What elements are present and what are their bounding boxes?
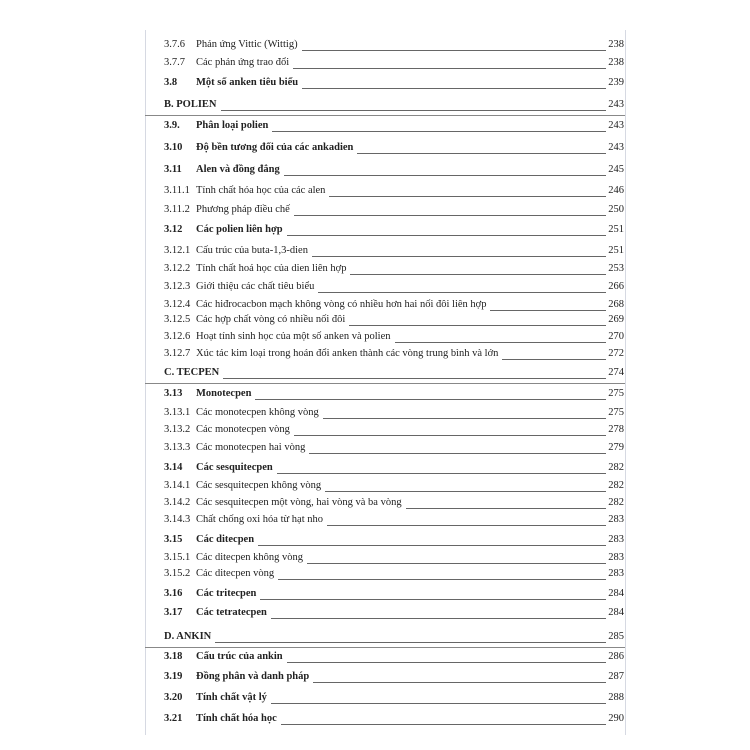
toc-entry[interactable] <box>0 606 750 624</box>
toc-entry-number: 3.13.1 <box>164 407 191 418</box>
toc-entry-number: 3.14.1 <box>164 480 191 491</box>
toc-entry[interactable] <box>0 262 750 280</box>
toc-entry-title: Phân loại polien <box>196 120 269 131</box>
toc-entry-title: C. TECPEN <box>164 367 220 378</box>
toc-entry[interactable] <box>0 496 750 514</box>
toc-entry-number: 3.14 <box>164 462 183 473</box>
toc-entry-number: 3.20 <box>164 692 183 703</box>
toc-entry-page-number: 251 <box>608 224 624 235</box>
toc-leader-line <box>215 642 606 643</box>
toc-entry-number: 3.8 <box>164 77 178 88</box>
toc-leader-line <box>309 453 606 454</box>
toc-entry[interactable] <box>0 513 750 531</box>
toc-entry-page-number: 243 <box>608 99 624 110</box>
toc-leader-line <box>287 662 606 663</box>
toc-leader-line <box>260 599 606 600</box>
toc-entry-page-number: 283 <box>608 534 624 545</box>
toc-entry[interactable] <box>0 280 750 298</box>
toc-entry-number: 3.12.2 <box>164 263 191 274</box>
toc-entry[interactable] <box>0 330 750 348</box>
toc-entry[interactable] <box>0 347 750 365</box>
toc-entry-page-number: 283 <box>608 552 624 563</box>
toc-leader-line <box>302 88 606 89</box>
toc-entry-number: 3.12.5 <box>164 314 191 325</box>
toc-entry-title: Đồng phân và danh pháp <box>196 671 310 682</box>
toc-entry-number: 3.9. <box>164 120 180 131</box>
toc-entry-number: 3.7.7 <box>164 57 185 68</box>
toc-entry-title: Các monotecpen hai vòng <box>196 442 306 453</box>
toc-leader-line <box>395 342 606 343</box>
toc-leader-line <box>350 274 606 275</box>
toc-entry-number: 3.12 <box>164 224 183 235</box>
toc-entry[interactable] <box>0 406 750 424</box>
toc-entry-page-number: 286 <box>608 651 624 662</box>
toc-leader-line <box>327 525 606 526</box>
toc-leader-line <box>294 435 606 436</box>
toc-leader-line <box>490 310 606 311</box>
toc-entry-page-number: 251 <box>608 245 624 256</box>
toc-entry[interactable] <box>0 76 750 94</box>
toc-entry-number: 3.17 <box>164 607 183 618</box>
toc-entry[interactable] <box>0 38 750 56</box>
toc-leader-line <box>349 325 606 326</box>
toc-leader-line <box>271 703 606 704</box>
toc-entry-page-number: 290 <box>608 713 624 724</box>
toc-entry-title: Các sesquitecpen không vòng <box>196 480 322 491</box>
toc-leader-line <box>329 196 606 197</box>
toc-leader-line <box>312 256 606 257</box>
toc-entry[interactable] <box>0 712 750 730</box>
toc-entry-title: Phản ứng Vittic (Wittig) <box>196 39 298 50</box>
toc-entry-page-number: 250 <box>608 204 624 215</box>
toc-entry-page-number: 239 <box>608 77 624 88</box>
toc-entry-page-number: 279 <box>608 442 624 453</box>
toc-entry[interactable] <box>0 441 750 459</box>
toc-leader-line <box>271 618 606 619</box>
toc-entry-title: Cấu trúc của ankin <box>196 651 283 662</box>
toc-entry-page-number: 238 <box>608 57 624 68</box>
toc-leader-line <box>307 563 606 564</box>
toc-entry-page-number: 274 <box>608 367 624 378</box>
toc-entry-page-number: 283 <box>608 514 624 525</box>
toc-entry-title: Tính chất hoá học của dien liên hợp <box>196 263 347 274</box>
toc-entry-title: Các ditecpen không vòng <box>196 552 304 563</box>
toc-leader-line <box>318 292 606 293</box>
toc-entry-page-number: 243 <box>608 120 624 131</box>
toc-leader-line <box>325 491 606 492</box>
toc-entry-page-number: 278 <box>608 424 624 435</box>
toc-entry-number: 3.12.3 <box>164 281 191 292</box>
toc-entry-number: 3.15 <box>164 534 183 545</box>
toc-entry-number: 3.15.2 <box>164 568 191 579</box>
toc-entry[interactable] <box>0 670 750 688</box>
toc-entry-number: 3.13.2 <box>164 424 191 435</box>
toc-entry-page-number: 282 <box>608 497 624 508</box>
toc-entry-number: 3.12.7 <box>164 348 191 359</box>
toc-entry-title: Tính chất hóa học của các alen <box>196 185 326 196</box>
toc-entry-number: 3.16 <box>164 588 183 599</box>
toc-entry-page-number: 268 <box>608 299 624 310</box>
toc-leader-line <box>313 682 606 683</box>
toc-entry-title: Các hiđrocacbon mạch không vòng có nhiều hơn hai nối đôi liên hợp <box>196 299 487 310</box>
toc-entry-title: Tính chất hóa học <box>196 713 277 724</box>
toc-entry-page-number: 284 <box>608 588 624 599</box>
toc-entry-page-number: 282 <box>608 480 624 491</box>
toc-entry-page-number: 245 <box>608 164 624 175</box>
toc-entry-title: Giới thiệu các chất tiêu biểu <box>196 281 315 292</box>
toc-entry-title: Các tetratecpen <box>196 607 267 618</box>
toc-entry[interactable] <box>0 119 750 137</box>
toc-entry-title: Chất chống oxi hóa từ hạt nho <box>196 514 324 525</box>
toc-entry-page-number: 287 <box>608 671 624 682</box>
toc-entry-title: B. POLIEN <box>164 99 217 110</box>
toc-entry-page-number: 238 <box>608 39 624 50</box>
toc-entry-title: Các monotecpen vòng <box>196 424 290 435</box>
toc-entry[interactable] <box>0 366 750 384</box>
section-rule <box>145 647 625 648</box>
toc-entry-title: Các phản ứng trao đổi <box>196 57 290 68</box>
toc-entry-page-number: 272 <box>608 348 624 359</box>
toc-entry[interactable] <box>0 141 750 159</box>
toc-entry-title: Cấu trúc của buta-1,3-dien <box>196 245 308 256</box>
toc-entry-number: 3.11 <box>164 164 182 175</box>
toc-leader-line <box>255 399 606 400</box>
toc-entry-number: 3.12.6 <box>164 331 191 342</box>
toc-entry-number: 3.13 <box>164 388 183 399</box>
toc-entry[interactable] <box>0 313 750 331</box>
toc-entry-page-number: 282 <box>608 462 624 473</box>
toc-entry-number: 3.11.1 <box>164 185 190 196</box>
toc-leader-line <box>277 473 606 474</box>
toc-entry-page-number: 270 <box>608 331 624 342</box>
toc-entry[interactable] <box>0 203 750 221</box>
toc-entry-page-number: 243 <box>608 142 624 153</box>
toc-leader-line <box>302 50 606 51</box>
toc-entry-title: Các monotecpen không vòng <box>196 407 319 418</box>
toc-leader-line <box>272 131 606 132</box>
toc-entry-page-number: 269 <box>608 314 624 325</box>
toc-entry[interactable] <box>0 223 750 241</box>
toc-entry-title: Hoạt tính sinh học của một số anken và polien <box>196 331 391 342</box>
toc-entry[interactable] <box>0 691 750 709</box>
toc-entry-number: 3.18 <box>164 651 183 662</box>
toc-entry[interactable] <box>0 587 750 605</box>
toc-entry-title: Các sesquitecpen một vòng, hai vòng và ba vòng <box>196 497 402 508</box>
toc-entry-title: Xúc tác kim loại trong hoán đổi anken thành các vòng trung bình và lớn <box>196 348 499 359</box>
toc-entry-title: D. ANKIN <box>164 631 212 642</box>
toc-leader-line <box>287 235 606 236</box>
toc-entry[interactable] <box>0 650 750 668</box>
toc-leader-line <box>294 215 606 216</box>
toc-leader-line <box>281 724 606 725</box>
toc-entry-page-number: 288 <box>608 692 624 703</box>
toc-entry-title: Các tritecpen <box>196 588 257 599</box>
toc-entry[interactable] <box>0 387 750 405</box>
toc-entry-number: 3.15.1 <box>164 552 191 563</box>
toc-entry[interactable] <box>0 244 750 262</box>
toc-entry-title: Monotecpen <box>196 388 252 399</box>
toc-entry-title: Các polien liên hợp <box>196 224 283 235</box>
toc-leader-line <box>293 68 606 69</box>
toc-entry-number: 3.12.1 <box>164 245 191 256</box>
toc-entry[interactable] <box>0 533 750 551</box>
toc-leader-line <box>278 579 606 580</box>
toc-entry-number: 3.19 <box>164 671 183 682</box>
toc-leader-line <box>258 545 606 546</box>
toc-entry-page-number: 283 <box>608 568 624 579</box>
section-rule <box>145 115 625 116</box>
toc-entry-number: 3.13.3 <box>164 442 191 453</box>
toc-entry-title: Các ditecpen vòng <box>196 568 275 579</box>
toc-entry-page-number: 284 <box>608 607 624 618</box>
toc-entry[interactable] <box>0 461 750 479</box>
toc-entry-title: Phương pháp điều chế <box>196 204 290 215</box>
toc-leader-line <box>502 359 606 360</box>
toc-entry[interactable] <box>0 423 750 441</box>
toc-leader-line <box>223 378 606 379</box>
toc-leader-line <box>357 153 606 154</box>
section-rule <box>145 383 625 384</box>
toc-entry[interactable] <box>0 184 750 202</box>
toc-entry-page-number: 266 <box>608 281 624 292</box>
toc-entry-number: 3.14.2 <box>164 497 191 508</box>
toc-entry-title: Các ditecpen <box>196 534 255 545</box>
toc-entry-title: Độ bền tương đối của các ankadien <box>196 142 354 153</box>
toc-entry-number: 3.12.4 <box>164 299 191 310</box>
toc-entry[interactable] <box>0 479 750 497</box>
toc-leader-line <box>406 508 606 509</box>
toc-entry-title: Một số anken tiêu biểu <box>196 77 299 88</box>
toc-entry-page-number: 246 <box>608 185 624 196</box>
toc-entry-page-number: 285 <box>608 631 624 642</box>
toc-entry-title: Alen và đồng đẳng <box>196 164 280 175</box>
toc-entry-number: 3.11.2 <box>164 204 190 215</box>
toc-entry[interactable] <box>0 98 750 116</box>
toc-entry-number: 3.14.3 <box>164 514 191 525</box>
toc-entry[interactable] <box>0 630 750 648</box>
toc-leader-line <box>323 418 606 419</box>
toc-entry-title: Tính chất vật lý <box>196 692 267 703</box>
toc-entry[interactable] <box>0 56 750 74</box>
toc-entry-title: Các hợp chất vòng có nhiều nối đôi <box>196 314 346 325</box>
toc-entry-page-number: 275 <box>608 388 624 399</box>
toc-entry[interactable] <box>0 163 750 181</box>
toc-entry-page-number: 253 <box>608 263 624 274</box>
toc-entry-number: 3.21 <box>164 713 183 724</box>
toc-entry-title: Các sesquitecpen <box>196 462 273 473</box>
toc-entry[interactable] <box>0 567 750 585</box>
toc-leader-line <box>221 110 606 111</box>
toc-entry-number: 3.7.6 <box>164 39 185 50</box>
toc-entry-number: 3.10 <box>164 142 183 153</box>
toc-leader-line <box>284 175 606 176</box>
toc-entry-page-number: 275 <box>608 407 624 418</box>
